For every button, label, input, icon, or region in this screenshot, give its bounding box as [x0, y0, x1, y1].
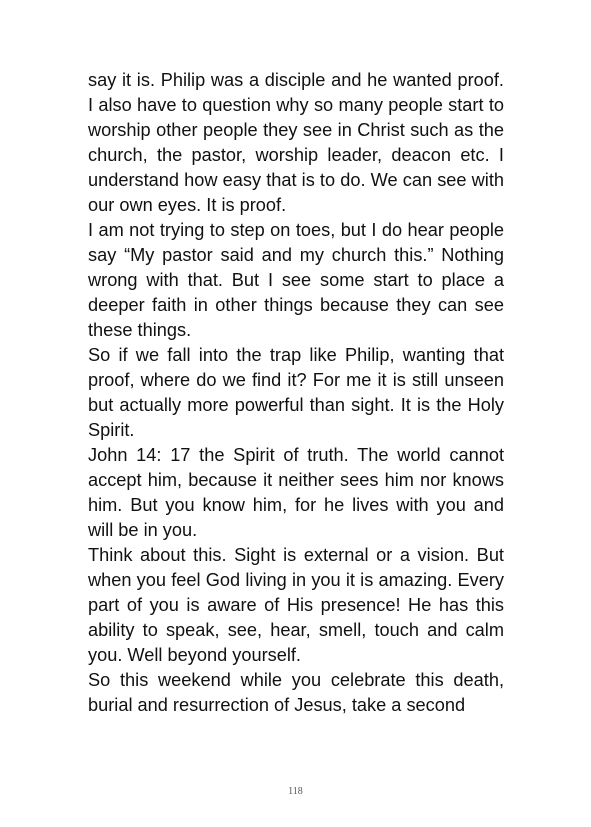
- paragraph-philip-proof: say it is. Philip was a disciple and he wanted proof. I also have to question why so many people start to worship other people they see in Christ such as the church, the pastor, worship leader, deacon etc. I understand how easy that is to do. We can see with our own eyes. It is proof.: [88, 70, 504, 215]
- paragraph-weekend: So this weekend while you celebrate this death, burial and resurrection of Jesus, take a second: [88, 670, 504, 715]
- paragraph-john-14-17: John 14: 17 the Spirit of truth. The world cannot accept him, because it neither sees him nor knows him. But you know him, for he lives with you and will be in you.: [88, 445, 504, 540]
- page-number: 118: [288, 786, 303, 797]
- paragraph-holy-spirit: So if we fall into the trap like Philip, wanting that proof, where do we find it? For me it is still unseen but actually more powerful than sight. It is the Holy Spirit.: [88, 345, 504, 440]
- body-text: [88, 68, 504, 718]
- paragraph-sight-external: Think about this. Sight is external or a vision. But when you feel God living in you it is amazing. Every part of you is aware of His presence! He has this ability to speak, see, hear, smell, touch and calm you. Well beyond yourself.: [88, 545, 504, 665]
- paragraph-pastor-church: I am not trying to step on toes, but I do hear people say “My pastor said and my church this.” Nothing wrong with that. But I see some start to place a deeper faith in other things because they can see these things.: [88, 220, 504, 340]
